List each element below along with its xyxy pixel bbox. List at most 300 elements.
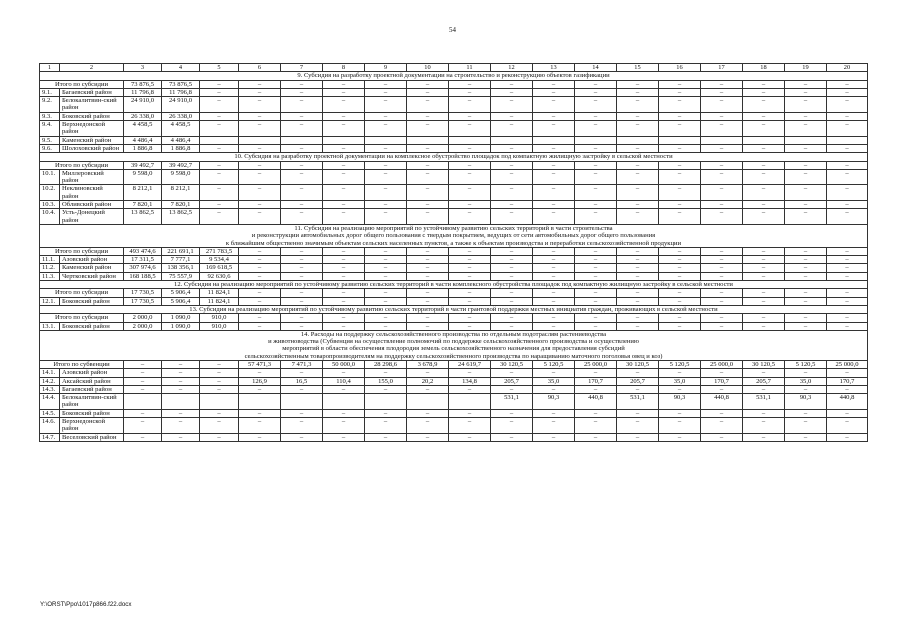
value-cell: – xyxy=(659,272,701,280)
value-cell xyxy=(323,136,365,144)
value-cell xyxy=(785,136,827,144)
value-cell: 35,0 xyxy=(533,377,575,385)
row-number: 14.2. xyxy=(40,377,60,385)
value-cell: 221 691,1 xyxy=(162,247,200,255)
value-cell: – xyxy=(200,385,239,393)
value-cell: – xyxy=(365,272,407,280)
value-cell: – xyxy=(239,169,281,185)
district-row xyxy=(40,297,868,305)
value-cell: – xyxy=(575,88,617,96)
value-cell: – xyxy=(491,88,533,96)
value-cell: – xyxy=(281,209,323,225)
value-cell: – xyxy=(743,169,785,185)
section-title-line: и животноводства (Субвенция на осуществление полномочий по поддержке сельскохозяйственного производства и осуществлению xyxy=(268,338,639,346)
value-cell: – xyxy=(617,247,659,255)
column-number: 4 xyxy=(162,64,200,72)
value-cell: – xyxy=(407,247,449,255)
value-cell: 13 862,5 xyxy=(124,209,162,225)
row-number: 12.1. xyxy=(40,297,60,305)
value-cell: 4 458,5 xyxy=(162,121,200,137)
value-cell: – xyxy=(239,144,281,152)
value-cell: – xyxy=(365,112,407,120)
value-cell: – xyxy=(617,272,659,280)
value-cell: – xyxy=(827,409,868,417)
value-cell: – xyxy=(617,112,659,120)
value-cell: 9 598,0 xyxy=(124,169,162,185)
value-cell: – xyxy=(827,418,868,434)
total-row xyxy=(40,314,868,322)
district-name: Боковский район xyxy=(60,112,124,120)
value-cell: – xyxy=(281,80,323,88)
value-cell: – xyxy=(701,201,743,209)
value-cell: – xyxy=(575,161,617,169)
section-title-line: и реконструкции автомобильных дорог общего пользования с твердым покрытием, ведущих от сети автомобильных дорог общего пользования xyxy=(251,232,656,240)
column-number: 19 xyxy=(785,64,827,72)
value-cell: – xyxy=(162,418,200,434)
value-cell: – xyxy=(617,289,659,297)
value-cell: – xyxy=(323,272,365,280)
section-title xyxy=(40,330,868,360)
value-cell: – xyxy=(575,201,617,209)
column-number: 3 xyxy=(124,64,162,72)
district-row xyxy=(40,136,868,144)
value-cell: 75 557,9 xyxy=(162,272,200,280)
value-cell: – xyxy=(365,88,407,96)
value-cell: – xyxy=(407,272,449,280)
value-cell: – xyxy=(575,144,617,152)
value-cell: – xyxy=(407,80,449,88)
row-number: 11.3. xyxy=(40,272,60,280)
value-cell: – xyxy=(617,97,659,113)
district-row xyxy=(40,418,868,434)
value-cell: 5 120,5 xyxy=(659,360,701,368)
value-cell: 307 974,6 xyxy=(124,264,162,272)
value-cell: – xyxy=(659,264,701,272)
value-cell: – xyxy=(239,88,281,96)
value-cell: – xyxy=(491,161,533,169)
value-cell: – xyxy=(162,377,200,385)
district-row xyxy=(40,201,868,209)
value-cell: – xyxy=(743,121,785,137)
section-title-row xyxy=(40,305,868,313)
value-cell: – xyxy=(323,209,365,225)
district-name: Боковский район xyxy=(60,297,124,305)
value-cell: – xyxy=(239,201,281,209)
row-number: 9.3. xyxy=(40,112,60,120)
value-cell: – xyxy=(785,88,827,96)
value-cell: – xyxy=(365,385,407,393)
value-cell: – xyxy=(281,418,323,434)
value-cell: – xyxy=(533,88,575,96)
value-cell: – xyxy=(449,169,491,185)
district-row xyxy=(40,433,868,441)
value-cell: 30 120,5 xyxy=(617,360,659,368)
value-cell: 5 120,5 xyxy=(785,360,827,368)
section-title-line: мероприятий в области обеспечения плодородия земель сельскохозяйственного назначения для предоставления субсидий xyxy=(282,345,625,353)
value-cell: – xyxy=(659,201,701,209)
value-cell: – xyxy=(365,289,407,297)
value-cell: – xyxy=(281,322,323,330)
value-cell: – xyxy=(785,112,827,120)
value-cell: – xyxy=(743,201,785,209)
value-cell: – xyxy=(743,88,785,96)
value-cell: – xyxy=(617,256,659,264)
value-cell: – xyxy=(449,256,491,264)
row-number: 11.2. xyxy=(40,264,60,272)
value-cell: – xyxy=(449,247,491,255)
value-cell: – xyxy=(491,409,533,417)
value-cell: – xyxy=(449,289,491,297)
row-number: 14.3. xyxy=(40,385,60,393)
value-cell: – xyxy=(743,80,785,88)
value-cell: 531,1 xyxy=(743,394,785,410)
value-cell: – xyxy=(449,112,491,120)
value-cell: – xyxy=(449,409,491,417)
value-cell: – xyxy=(659,209,701,225)
value-cell: – xyxy=(743,385,785,393)
value-cell: 168 188,5 xyxy=(124,272,162,280)
value-cell xyxy=(575,136,617,144)
section-title-line: 14. Расходы на поддержку сельскохозяйственного производства по отдельным подотраслям растениеводства xyxy=(300,330,607,338)
value-cell: – xyxy=(239,247,281,255)
value-cell: – xyxy=(365,144,407,152)
total-label: Итого по субсидии xyxy=(40,80,124,88)
value-cell: 7 820,1 xyxy=(162,201,200,209)
value-cell: 26 338,0 xyxy=(124,112,162,120)
district-name: Миллеровский район xyxy=(60,169,124,185)
value-cell: – xyxy=(407,88,449,96)
value-cell: – xyxy=(743,289,785,297)
value-cell: – xyxy=(365,169,407,185)
value-cell: – xyxy=(407,112,449,120)
value-cell: – xyxy=(575,247,617,255)
value-cell: – xyxy=(124,418,162,434)
row-number: 9.6. xyxy=(40,144,60,152)
value-cell: – xyxy=(533,385,575,393)
district-row xyxy=(40,169,868,185)
value-cell: – xyxy=(533,418,575,434)
district-row xyxy=(40,209,868,225)
value-cell: – xyxy=(617,169,659,185)
district-row xyxy=(40,185,868,201)
value-cell: – xyxy=(124,377,162,385)
total-row xyxy=(40,289,868,297)
value-cell: – xyxy=(239,433,281,441)
value-cell: – xyxy=(491,314,533,322)
district-name: Чертковский район xyxy=(60,272,124,280)
value-cell: – xyxy=(533,121,575,137)
value-cell: – xyxy=(659,88,701,96)
value-cell: – xyxy=(617,161,659,169)
value-cell: – xyxy=(281,144,323,152)
value-cell: – xyxy=(827,169,868,185)
value-cell: – xyxy=(785,161,827,169)
value-cell: 7 777,1 xyxy=(162,256,200,264)
value-cell: – xyxy=(827,322,868,330)
section-title xyxy=(40,72,868,80)
value-cell: – xyxy=(785,433,827,441)
value-cell: – xyxy=(743,433,785,441)
district-row xyxy=(40,264,868,272)
value-cell: – xyxy=(281,97,323,113)
column-number: 5 xyxy=(200,64,239,72)
value-cell: – xyxy=(743,418,785,434)
value-cell: – xyxy=(533,272,575,280)
value-cell: – xyxy=(659,80,701,88)
value-cell: 73 876,5 xyxy=(124,80,162,88)
value-cell: – xyxy=(239,264,281,272)
value-cell: – xyxy=(617,322,659,330)
value-cell: – xyxy=(323,314,365,322)
column-number: 16 xyxy=(659,64,701,72)
value-cell: – xyxy=(449,185,491,201)
value-cell: – xyxy=(200,88,239,96)
value-cell xyxy=(200,136,239,144)
value-cell: – xyxy=(200,144,239,152)
value-cell: – xyxy=(365,314,407,322)
value-cell: – xyxy=(200,209,239,225)
value-cell: – xyxy=(701,144,743,152)
value-cell: – xyxy=(323,80,365,88)
value-cell: 11 796,8 xyxy=(124,88,162,96)
value-cell: – xyxy=(162,369,200,377)
value-cell xyxy=(407,136,449,144)
value-cell: – xyxy=(281,169,323,185)
value-cell: – xyxy=(491,121,533,137)
value-cell: – xyxy=(281,201,323,209)
value-cell: – xyxy=(785,247,827,255)
value-cell: – xyxy=(701,289,743,297)
value-cell: – xyxy=(365,418,407,434)
value-cell: – xyxy=(491,201,533,209)
value-cell: – xyxy=(617,185,659,201)
column-number: 12 xyxy=(491,64,533,72)
total-row xyxy=(40,161,868,169)
value-cell: – xyxy=(617,88,659,96)
value-cell: – xyxy=(827,297,868,305)
value-cell: – xyxy=(200,161,239,169)
value-cell: – xyxy=(575,369,617,377)
value-cell: – xyxy=(365,256,407,264)
value-cell xyxy=(617,136,659,144)
value-cell: – xyxy=(575,433,617,441)
section-title-line: 13. Субсидия на реализацию мероприятий по устойчивому развитию сельских территорий в части грантовой поддержки местных инициатив граждан, проживающих в сельской местности xyxy=(189,305,718,313)
value-cell: – xyxy=(323,201,365,209)
value-cell: – xyxy=(617,314,659,322)
value-cell: – xyxy=(239,256,281,264)
value-cell: – xyxy=(785,144,827,152)
section-title-line: 10. Субсидия на разработку проектной документации на комплексное обустройство площадок под компактную жилищную застройку в сельской местности xyxy=(234,153,673,161)
value-cell: – xyxy=(239,369,281,377)
section-title-line: 12. Субсидия на реализацию мероприятий по устойчивому развитию сельских территорий в части комплексного обустройства площадок под компактную жилищную застройку в сельской местности xyxy=(174,281,733,289)
value-cell: – xyxy=(449,161,491,169)
value-cell: 26 338,0 xyxy=(162,112,200,120)
value-cell: – xyxy=(491,297,533,305)
value-cell: 8 212,1 xyxy=(162,185,200,201)
value-cell: 92 630,6 xyxy=(200,272,239,280)
value-cell: – xyxy=(827,433,868,441)
value-cell: – xyxy=(617,418,659,434)
value-cell: – xyxy=(200,201,239,209)
value-cell: – xyxy=(785,297,827,305)
value-cell: – xyxy=(323,297,365,305)
value-cell: – xyxy=(365,80,407,88)
value-cell: – xyxy=(575,418,617,434)
value-cell: – xyxy=(449,322,491,330)
value-cell: – xyxy=(575,322,617,330)
value-cell: 5 120,5 xyxy=(533,360,575,368)
value-cell: 531,1 xyxy=(491,394,533,410)
value-cell: 110,4 xyxy=(323,377,365,385)
value-cell xyxy=(533,136,575,144)
value-cell: 50 000,0 xyxy=(323,360,365,368)
value-cell: – xyxy=(617,80,659,88)
value-cell: 170,7 xyxy=(701,377,743,385)
district-row xyxy=(40,394,868,410)
value-cell: – xyxy=(407,161,449,169)
value-cell: – xyxy=(785,272,827,280)
value-cell: – xyxy=(743,272,785,280)
value-cell: – xyxy=(701,322,743,330)
value-cell: – xyxy=(449,121,491,137)
value-cell: 493 474,6 xyxy=(124,247,162,255)
value-cell xyxy=(323,394,365,410)
value-cell: – xyxy=(827,144,868,152)
value-cell: – xyxy=(239,314,281,322)
value-cell: – xyxy=(659,112,701,120)
value-cell: – xyxy=(365,209,407,225)
value-cell xyxy=(407,394,449,410)
row-number: 9.1. xyxy=(40,88,60,96)
value-cell: – xyxy=(407,369,449,377)
value-cell: – xyxy=(323,418,365,434)
value-cell xyxy=(449,136,491,144)
value-cell: – xyxy=(239,297,281,305)
value-cell: 271 783,5 xyxy=(200,247,239,255)
value-cell: – xyxy=(575,80,617,88)
district-name: Неклиновский район xyxy=(60,185,124,201)
value-cell: – xyxy=(407,256,449,264)
total-row xyxy=(40,247,868,255)
value-cell: – xyxy=(701,80,743,88)
value-cell: – xyxy=(785,256,827,264)
value-cell: – xyxy=(659,369,701,377)
value-cell: 25 000,0 xyxy=(827,360,868,368)
district-row xyxy=(40,322,868,330)
value-cell: 170,7 xyxy=(827,377,868,385)
value-cell: 440,8 xyxy=(827,394,868,410)
value-cell: – xyxy=(785,121,827,137)
value-cell: – xyxy=(491,209,533,225)
value-cell: – xyxy=(827,161,868,169)
district-row xyxy=(40,409,868,417)
district-row xyxy=(40,377,868,385)
value-cell: – xyxy=(323,112,365,120)
value-cell: – xyxy=(407,121,449,137)
value-cell: – xyxy=(124,360,162,368)
district-name: Шолоховский район xyxy=(60,144,124,152)
value-cell: – xyxy=(659,418,701,434)
value-cell: 531,1 xyxy=(617,394,659,410)
value-cell: – xyxy=(162,409,200,417)
value-cell: 126,9 xyxy=(239,377,281,385)
value-cell: – xyxy=(827,369,868,377)
value-cell: – xyxy=(575,169,617,185)
value-cell: – xyxy=(281,88,323,96)
district-name: Багаевский район xyxy=(60,88,124,96)
value-cell: – xyxy=(239,418,281,434)
value-cell: – xyxy=(617,201,659,209)
value-cell: – xyxy=(239,209,281,225)
value-cell: – xyxy=(659,297,701,305)
value-cell: – xyxy=(785,209,827,225)
value-cell: – xyxy=(491,144,533,152)
value-cell: – xyxy=(200,80,239,88)
value-cell: – xyxy=(659,409,701,417)
district-name: Азовский район xyxy=(60,369,124,377)
total-label: Итого по субсидии xyxy=(40,289,124,297)
file-path-footer: Y:\ORST\Ppo\1017p866.f22.docx xyxy=(40,601,132,608)
value-cell: – xyxy=(323,409,365,417)
value-cell: 11 824,1 xyxy=(200,289,239,297)
value-cell: – xyxy=(659,185,701,201)
section-title-line: 11. Субсидия на реализацию мероприятий по устойчивому развитию сельских территорий в части строительства xyxy=(294,224,613,232)
row-number: 14.1. xyxy=(40,369,60,377)
value-cell: – xyxy=(239,409,281,417)
value-cell: – xyxy=(575,409,617,417)
value-cell: – xyxy=(124,433,162,441)
value-cell: – xyxy=(785,418,827,434)
value-cell: 11 796,8 xyxy=(162,88,200,96)
value-cell: – xyxy=(365,161,407,169)
value-cell: 3 678,9 xyxy=(407,360,449,368)
value-cell: – xyxy=(491,97,533,113)
value-cell: – xyxy=(449,80,491,88)
value-cell: – xyxy=(701,97,743,113)
district-name: Усть-Донецкий район xyxy=(60,209,124,225)
value-cell: – xyxy=(407,322,449,330)
value-cell: – xyxy=(407,418,449,434)
district-name: Аксайский район xyxy=(60,377,124,385)
district-row xyxy=(40,369,868,377)
value-cell: – xyxy=(449,88,491,96)
value-cell: – xyxy=(617,433,659,441)
value-cell: – xyxy=(575,209,617,225)
value-cell: – xyxy=(617,409,659,417)
value-cell: – xyxy=(617,297,659,305)
value-cell: – xyxy=(281,409,323,417)
row-number: 14.7. xyxy=(40,433,60,441)
value-cell: – xyxy=(701,418,743,434)
value-cell: – xyxy=(323,161,365,169)
value-cell: 30 120,5 xyxy=(491,360,533,368)
value-cell: – xyxy=(407,144,449,152)
value-cell: 39 492,7 xyxy=(162,161,200,169)
value-cell: – xyxy=(323,88,365,96)
value-cell: – xyxy=(200,360,239,368)
column-number: 10 xyxy=(407,64,449,72)
row-number: 9.2. xyxy=(40,97,60,113)
value-cell: 30 120,5 xyxy=(743,360,785,368)
section-title-row xyxy=(40,281,868,289)
value-cell: – xyxy=(659,161,701,169)
row-number: 14.4. xyxy=(40,394,60,410)
row-number: 9.5. xyxy=(40,136,60,144)
value-cell: – xyxy=(365,322,407,330)
value-cell: 5 906,4 xyxy=(162,297,200,305)
section-title-line: к ближайшим общественно значимым объектам сельских населенных пунктов, а также к объектам производства и переработки сельскохозяйственной продукции xyxy=(225,239,682,247)
value-cell: 73 876,5 xyxy=(162,80,200,88)
